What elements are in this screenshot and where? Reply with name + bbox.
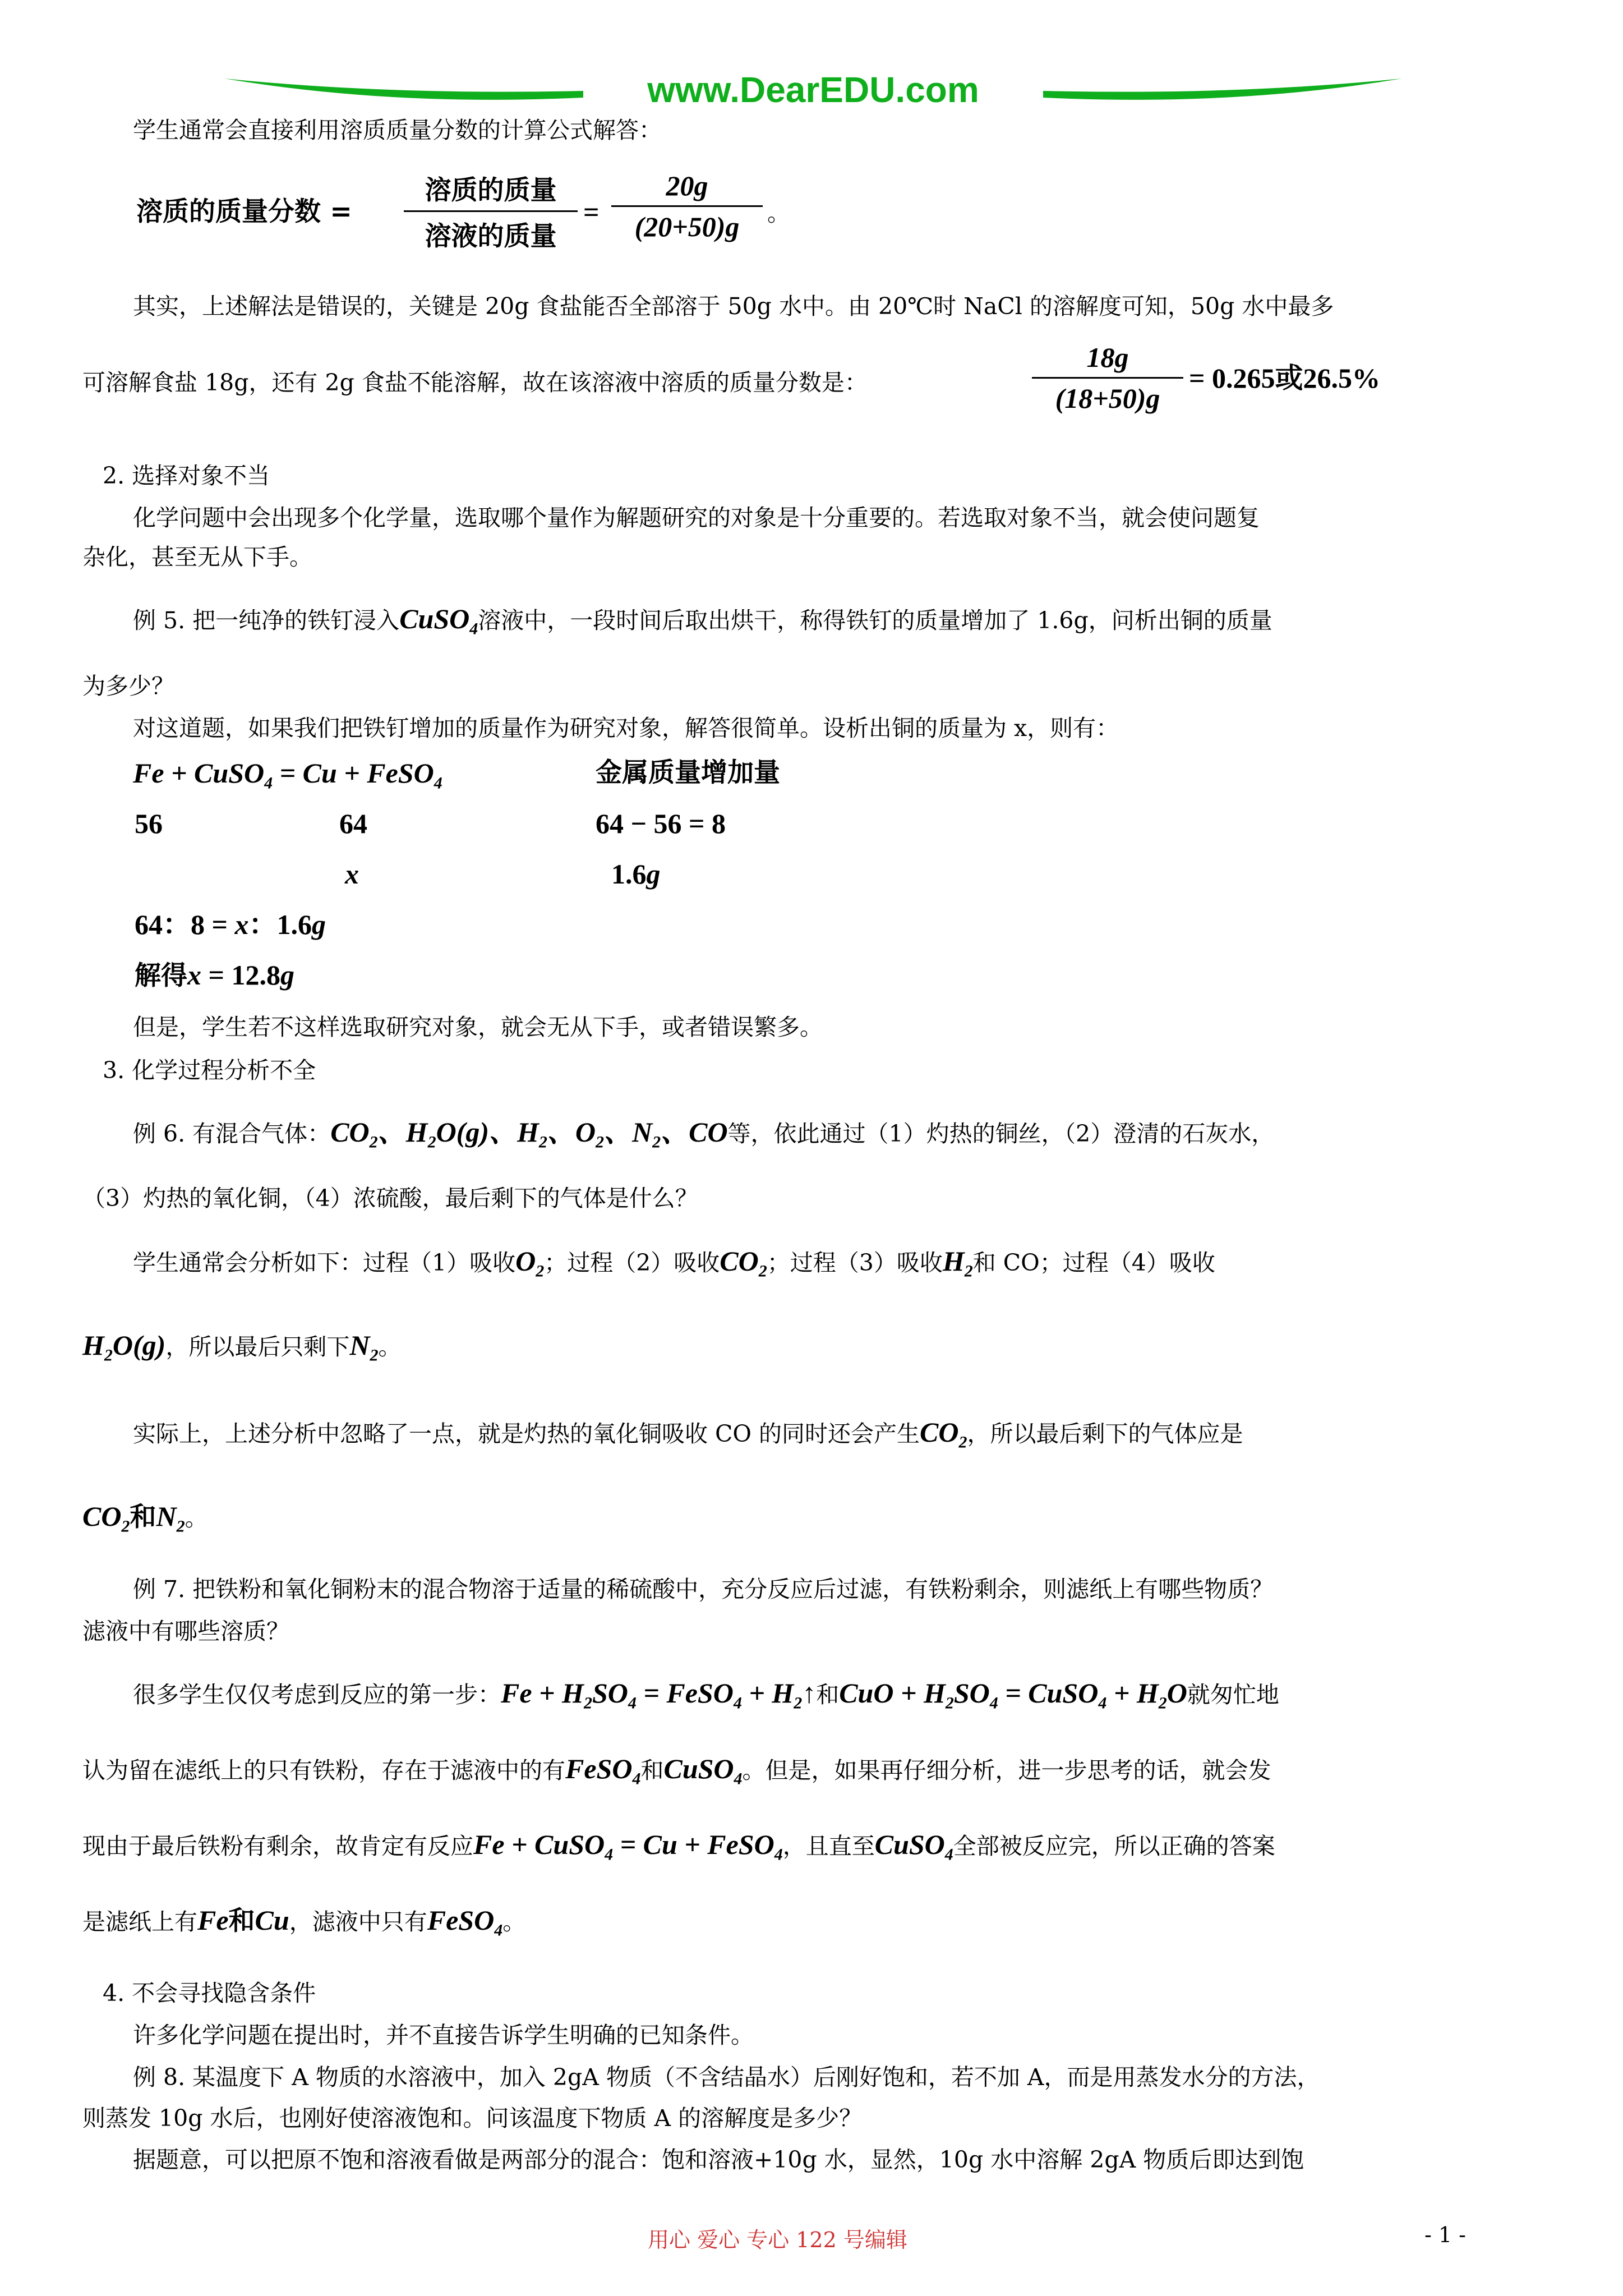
intro-line: 学生通常会直接利用溶质质量分数的计算公式解答：	[133, 117, 662, 144]
example-6-cont: （3）灼热的氧化铜，（4）浓硫酸，最后剩下的气体是什么？	[82, 1185, 698, 1212]
formula2-result: = 0.265或26.5%	[1189, 362, 1380, 394]
para-3: 化学问题中会出现多个化学量，选取哪个量作为解题研究的对象是十分重要的。若选取对象不当，就会使问题复	[133, 504, 1260, 531]
example-8: 例 8. 某温度下 A 物质的水溶液中，加入 2gA 物质（不含结晶水）后刚好饱和，若不加 A，而是用蒸发水分的方法，	[133, 2064, 1320, 2091]
row1-fe: 56	[135, 808, 163, 839]
reaction-equation: Fe + CuSO$_4$ = Cu + FeSO$_4$	[133, 757, 442, 793]
heading-2: 2. 选择对象不当	[103, 462, 270, 489]
para-9: 实际上，上述分析中忽略了一点，就是灼热的氧化铜吸收 CO 的同时还会产生$CO_2$，所以最后剩下的气体应是	[133, 1416, 1243, 1452]
para-16: 据题意，可以把原不饱和溶液看做是两部分的混合：饱和溶液+10g 水，显然，10g 水中溶解 2gA 物质后即达到饱	[133, 2146, 1304, 2173]
formula1-lhs: 溶质的质量分数 =	[136, 196, 352, 227]
para-1: 其实，上述解法是错误的，关键是 20g 食盐能否全部溶于 50g 水中。由 20℃时 NaCl 的溶解度可知，50g 水中最多	[133, 293, 1334, 320]
example-7: 例 7. 把铁粉和氧化铜粉末的混合物溶于适量的稀硫酸中，充分反应后过滤，有铁粉剩余，则滤纸上有哪些物质？	[133, 1576, 1274, 1603]
header-logo	[0, 56, 1623, 118]
formula1-end: 。	[767, 200, 790, 227]
ratio-line: 64：8 = x：1.6g	[135, 909, 326, 940]
para-12: 认为留在滤纸上的只有铁粉，存在于滤液中的有FeSO$_4$和CuSO$_4$。但是，如果再仔细分析，进一步思考的话，就会发	[82, 1753, 1271, 1788]
heading-3: 3. 化学过程分析不全	[103, 1057, 316, 1084]
para-6: 但是，学生若不这样选取研究对象，就会无从下手，或者错误繁多。	[133, 1014, 823, 1041]
row1-diff: 64 − 56 = 8	[596, 808, 726, 839]
para-4: 杂化，甚至无从下手。	[82, 544, 312, 570]
formula2-frac: 18g (18+50)g	[1032, 341, 1183, 415]
row2-mass: 1.6g	[611, 858, 661, 890]
para-14: 是滤纸上有Fe和Cu，滤液中只有FeSO$_4$。	[82, 1904, 526, 1940]
solve-line: 解得x = 12.8g	[135, 959, 294, 991]
formula1-frac2: 20g (20+50)g	[611, 169, 763, 243]
para-13: 现由于最后铁粉有剩余，故肯定有反应Fe + CuSO$_4$ = Cu + FeSO$_4$，且直至CuSO$_4$全部被反应完，所以正确的答案	[82, 1829, 1275, 1864]
logo-text: www.DearEDU.com	[647, 70, 979, 110]
para-5: 对这道题，如果我们把铁钉增加的质量作为研究对象，解答很简单。设析出铜的质量为 x，则有：	[133, 715, 1119, 742]
para-11: 很多学生仅仅考虑到反应的第一步：$Fe + H_2SO_4$ = FeSO$_4$ + $H_2↑$和CuO + $H_2SO_4$ = CuSO$_4$ + $H_2O$就匆忙地	[133, 1677, 1279, 1713]
formula1-frac1: 溶质的质量 溶液的质量	[404, 169, 578, 253]
example-8-cont: 则蒸发 10g 水后，也刚好使溶液饱和。问该温度下物质 A 的溶解度是多少？	[82, 2105, 863, 2132]
para-15: 许多化学问题在提出时，并不直接告诉学生明确的已知条件。	[133, 2022, 754, 2049]
formula1-eq: =	[583, 196, 600, 228]
example-6: 例 6. 有混合气体：$CO_2$、$H_2O(g)$、$H_2$、$O_2$、$N_2$、CO等，依此通过（1）灼热的铜丝，（2）澄清的石灰水，	[133, 1116, 1275, 1152]
footer-credit: 用心 爱心 专心 122 号编辑	[648, 2228, 907, 2252]
example-5-cont: 为多少？	[82, 673, 174, 700]
example-5: 例 5. 把一纯净的铁钉浸入CuSO$_4$溶液中，一段时间后取出烘干，称得铁钉的质量增加了 1.6g，问析出铜的质量	[133, 603, 1272, 638]
para-8: $H_2O(g)$，所以最后只剩下$N_2$。	[82, 1329, 402, 1365]
para-2: 可溶解食盐 18g，还有 2g 食盐不能溶解，故在该溶液中溶质的质量分数是：	[82, 369, 868, 396]
row2-x: x	[345, 858, 359, 890]
example-7-cont: 滤液中有哪些溶质？	[82, 1618, 289, 1645]
para-7: 学生通常会分析如下：过程（1）吸收$O_2$；过程（2）吸收$CO_2$；过程（3）吸收$H_2$和 CO；过程（4）吸收	[133, 1245, 1215, 1281]
mass-increase-label: 金属质量增加量	[596, 757, 780, 788]
para-10: $CO_2$和$N_2$。	[82, 1501, 208, 1536]
row1-cu: 64	[339, 808, 367, 839]
page-number: - 1 -	[1424, 2223, 1467, 2247]
heading-4: 4. 不会寻找隐含条件	[103, 1980, 316, 2007]
